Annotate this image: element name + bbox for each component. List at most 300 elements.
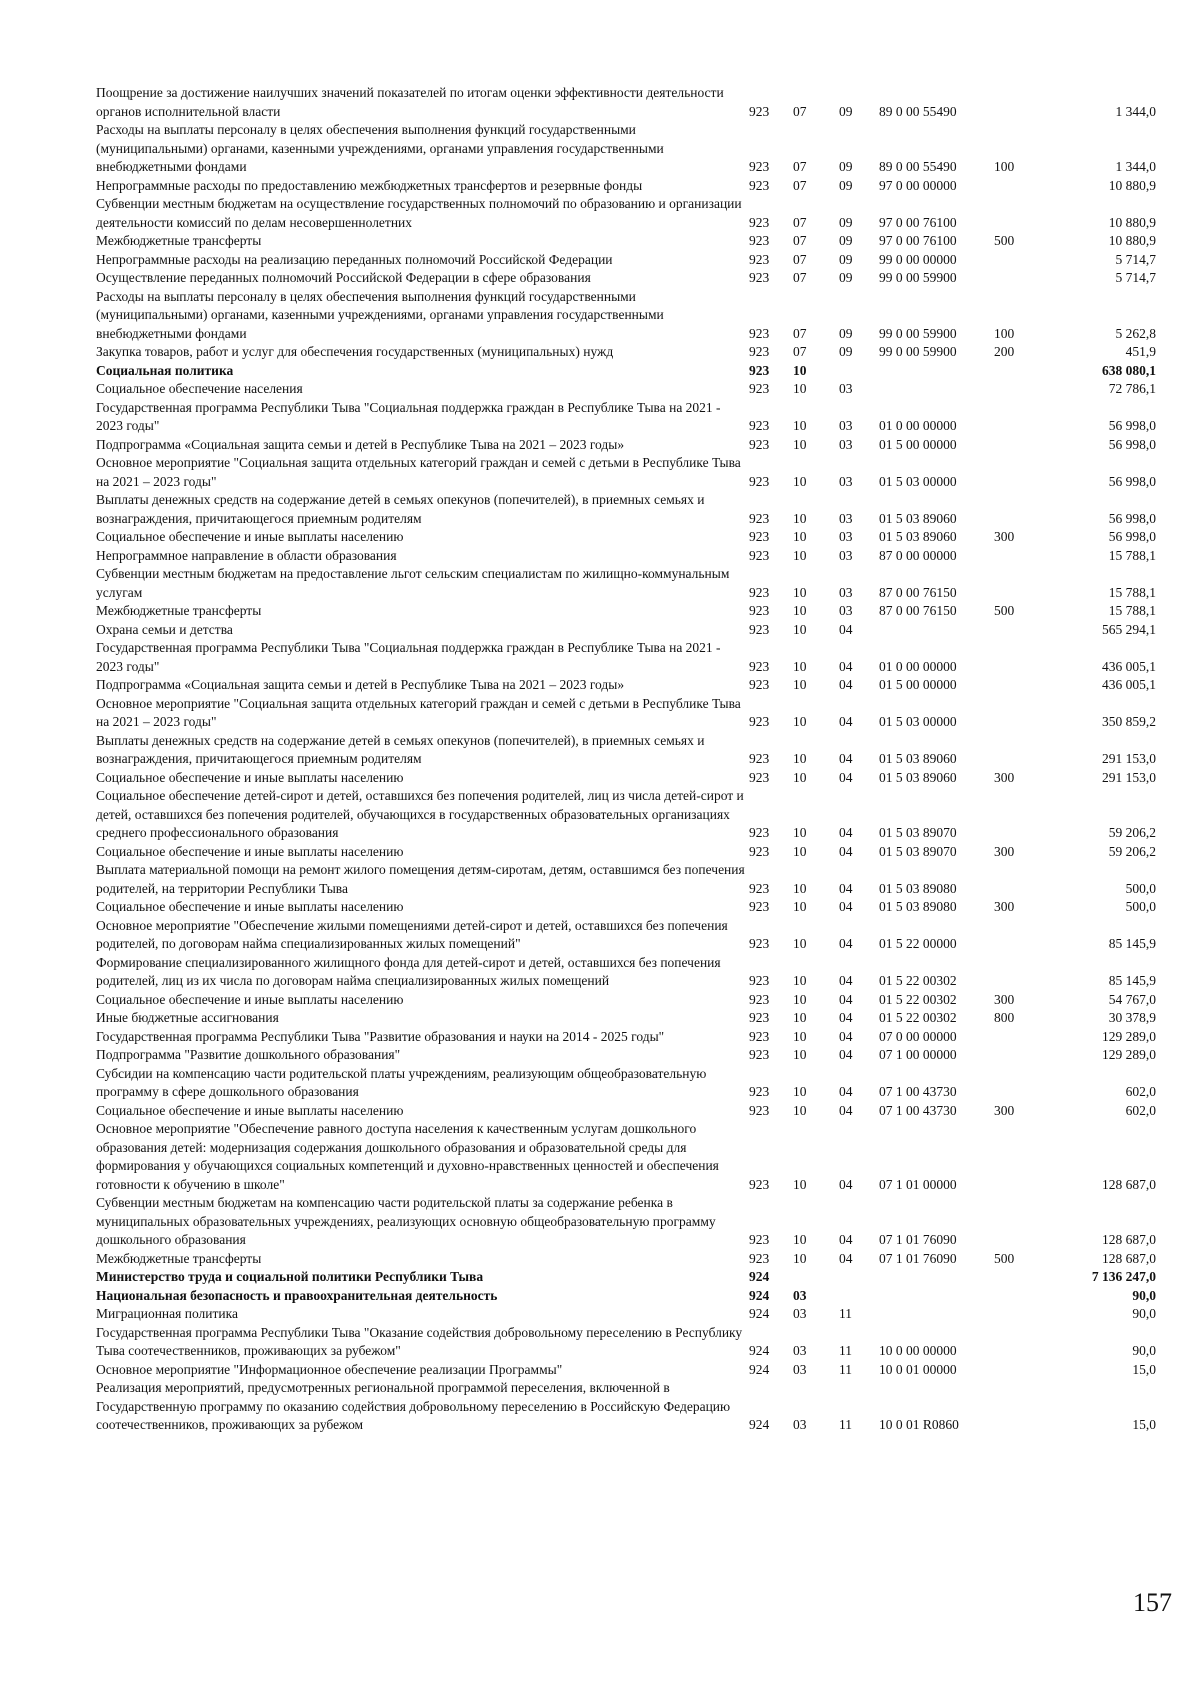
row-name: Непрограммные расходы по предоставлению межбюджетных трансфертов и резервные фонды [96,177,643,193]
row-amount: 451,9 [1125,344,1156,359]
row-gr-code: 923 [749,325,770,341]
row-gr-code: 924 [749,1417,770,1432]
row-target-article [879,1305,994,1324]
table-row [96,1065,1156,1102]
row-amount: 10 880,9 [1108,233,1156,248]
row-amount: 291 153,0 [1102,751,1156,766]
row-subsection: 09 [839,214,853,230]
table-row [96,1250,1156,1269]
row-target-article: 07 1 00 43730 [879,1102,957,1118]
row-target-article [879,1268,994,1287]
table-row [96,232,1156,251]
table-row [96,436,1156,455]
table-row [96,454,1156,491]
row-target-article: 99 0 00 00000 [879,251,957,267]
row-amount: 500,0 [1125,880,1156,896]
row-subsection: 04 [839,936,853,951]
row-subsection: 04 [839,769,853,785]
row-subsection: 04 [839,1102,853,1118]
row-gr-code: 923 [749,843,770,859]
row-gr-code: 923 [749,899,770,914]
table-row [96,639,1156,676]
row-expense-type [994,380,1052,399]
row-target-article [879,1287,994,1306]
row-name: Расходы на выплаты персоналу в целях обеспечения выполнения функций государственными (муниципальными) органами, казенными учреждениями, органами управления государственными внебюджетными фондами [96,122,664,174]
row-subsection: 04 [839,1010,853,1025]
row-subsection: 11 [839,1361,852,1377]
row-target-article: 97 0 00 00000 [879,177,957,193]
row-name: Основное мероприятие "Обеспечение жилыми помещениями детей-сирот и детей, оставшихся без попечения родителей, по договорам найма специализированных жилых помещений" [96,917,728,951]
row-amount: 15 788,1 [1108,547,1156,563]
budget-table-body [96,84,1156,1435]
row-subsection [839,1287,879,1306]
row-section: 07 [793,177,807,193]
row-name: Социальное обеспечение и иные выплаты населению [96,899,404,914]
row-subsection: 04 [839,899,853,914]
row-gr-code: 923 [749,436,770,452]
row-name: Выплаты денежных средств на содержание детей в семьях опекунов (попечителей), в приемных семьях и вознаграждения, причитающегося приемным родителям [96,732,705,766]
row-gr-code: 923 [749,1028,770,1044]
row-gr-code: 924 [749,1306,770,1321]
table-row [96,861,1156,898]
table-row [96,732,1156,769]
row-target-article: 10 0 01 R0860 [879,1417,959,1432]
row-subsection: 09 [839,103,853,119]
row-section: 10 [793,843,807,859]
table-row [96,565,1156,602]
row-subsection: 04 [839,621,853,637]
row-section: 03 [793,1306,807,1321]
row-target-article: 01 5 03 89080 [879,880,957,896]
row-gr-code: 923 [749,973,770,988]
row-amount: 15,0 [1132,1417,1156,1432]
row-gr-code: 923 [749,1232,770,1247]
table-row [96,602,1156,621]
row-section: 10 [793,1028,807,1044]
row-target-article: 01 5 03 89060 [879,751,957,766]
row-subsection: 09 [839,270,853,285]
row-amount: 10 880,9 [1108,214,1156,230]
row-target-article: 87 0 00 76150 [879,603,957,618]
row-amount: 7 136 247,0 [1091,1269,1156,1284]
row-amount: 59 206,2 [1108,825,1156,840]
row-gr-code: 923 [749,362,770,378]
row-expense-type [994,84,1052,121]
row-subsection: 04 [839,1232,853,1247]
row-target-article: 01 5 22 00302 [879,973,957,988]
table-row [96,380,1156,399]
row-name: Субвенции местным бюджетам на предоставление льгот сельским специалистам по жилищно-коммунальным услугам [96,566,730,600]
table-row [96,1305,1156,1324]
row-amount: 5 714,7 [1115,251,1156,267]
row-subsection: 09 [839,159,853,174]
row-section: 03 [793,1343,807,1358]
row-subsection: 03 [839,381,853,396]
row-expense-type: 300 [994,843,1015,859]
row-target-article: 87 0 00 76150 [879,584,957,600]
row-amount: 56 998,0 [1108,473,1156,489]
row-target-article [879,621,994,640]
row-name: Государственная программа Республики Тыва "Оказание содействия добровольному переселению в Республику Тыва соотечественников, проживающих за рубежом" [96,1324,743,1358]
row-subsection: 03 [839,584,853,600]
row-section: 10 [793,603,807,618]
row-gr-code: 923 [749,1176,770,1192]
row-name: Социальное обеспечение и иные выплаты населению [96,529,404,544]
row-name: Субвенции местным бюджетам на осуществление государственных полномочий по образованию и организации деятельности комиссий по делам несовершеннолетних [96,196,742,230]
table-row [96,1194,1156,1250]
row-expense-type [994,1361,1052,1380]
row-section: 10 [793,1084,807,1099]
row-name: Субвенции местным бюджетам на компенсацию части родительской платы за содержание ребенка в муниципальных образовательных учреждениях, реализующих основную общеобразовательную программу дошкольного образования [96,1195,716,1247]
row-name: Расходы на выплаты персоналу в целях обеспечения выполнения функций государственными (муниципальными) органами, казенными учреждениями, органами управления государственными внебюджетными фондами [96,288,664,341]
table-row [96,1102,1156,1121]
row-target-article: 97 0 00 76100 [879,214,957,230]
row-amount: 602,0 [1125,1102,1156,1118]
table-row [96,491,1156,528]
row-name: Межбюджетные трансферты [96,1250,262,1266]
row-section: 07 [793,233,807,248]
row-section: 10 [793,381,807,396]
row-amount: 350 859,2 [1102,714,1156,729]
row-target-article: 01 5 03 89070 [879,843,957,859]
row-target-article: 99 0 00 59900 [879,344,957,359]
table-row [96,1361,1156,1380]
row-section: 10 [793,418,807,433]
row-expense-type [994,269,1052,288]
row-name: Национальная безопасность и правоохранительная деятельность [96,1287,498,1303]
row-section: 07 [793,270,807,285]
row-expense-type [994,1324,1052,1361]
table-row [96,177,1156,196]
row-target-article: 99 0 00 59900 [879,325,957,341]
row-target-article: 01 5 22 00302 [879,1010,957,1025]
row-amount: 10 880,9 [1108,177,1156,193]
row-gr-code: 923 [749,880,770,896]
row-amount: 30 378,9 [1108,1010,1156,1025]
row-target-article: 01 5 22 00000 [879,936,957,951]
row-target-article: 01 5 22 00302 [879,991,957,1007]
row-expense-type: 300 [994,769,1015,785]
row-section: 10 [793,677,807,692]
row-name: Основное мероприятие "Социальная защита отдельных категорий граждан и семей с детьми в Республике Тыва на 2021 – 2023 годы" [96,455,741,489]
row-target-article: 89 0 00 55490 [879,103,957,119]
row-target-article: 01 5 03 89060 [879,510,957,526]
row-subsection: 09 [839,325,853,341]
row-expense-type: 300 [994,1102,1015,1118]
row-amount: 15 788,1 [1108,584,1156,600]
row-amount: 15,0 [1132,1361,1156,1377]
row-expense-type [994,861,1052,898]
row-section: 03 [793,1287,807,1303]
row-section: 10 [793,751,807,766]
row-name: Социальная политика [96,362,234,378]
row-section: 07 [793,103,807,119]
row-expense-type [994,1287,1052,1306]
row-amount: 638 080,1 [1102,362,1156,378]
row-target-article: 99 0 00 59900 [879,270,957,285]
table-row [96,769,1156,788]
row-section: 10 [793,1250,807,1266]
table-row [96,121,1156,177]
row-section: 10 [793,584,807,600]
row-section: 10 [793,880,807,896]
row-expense-type [994,1120,1052,1194]
table-row [96,917,1156,954]
row-amount: 500,0 [1125,899,1156,914]
row-expense-type [994,436,1052,455]
row-name: Осуществление переданных полномочий Российской Федерации в сфере образования [96,270,591,285]
row-gr-code: 923 [749,621,770,637]
row-section: 10 [793,1047,807,1062]
row-subsection: 04 [839,1084,853,1099]
table-row [96,621,1156,640]
row-expense-type [994,732,1052,769]
row-expense-type: 500 [994,603,1015,618]
row-subsection: 09 [839,344,853,359]
row-gr-code: 924 [749,1269,770,1284]
row-name: Основное мероприятие "Обеспечение равного доступа населения к качественным услугам дошкольного образования детей: модернизация содержания дошкольного образования и образовательной среды для формирования у обучающихся социальных компетенций и духовно-нравственных ценностей и обеспечения готовности к обучению в школе" [96,1121,719,1192]
row-gr-code: 923 [749,547,770,563]
row-expense-type [994,1028,1052,1047]
row-amount: 85 145,9 [1108,973,1156,988]
row-subsection: 04 [839,1176,853,1192]
row-gr-code: 923 [749,251,770,267]
row-subsection: 03 [839,510,853,526]
row-name: Социальное обеспечение и иные выплаты населению [96,843,404,859]
row-name: Подпрограмма «Социальная защита семьи и детей в Республике Тыва на 2021 – 2023 годы» [96,436,625,452]
row-name: Государственная программа Республики Тыва "Развитие образования и науки на 2014 - 2025 годы" [96,1028,665,1044]
budget-table [96,84,1156,1435]
row-target-article: 89 0 00 55490 [879,159,957,174]
row-target-article: 87 0 00 00000 [879,547,957,563]
table-row [96,1268,1156,1287]
row-gr-code: 924 [749,1361,770,1377]
row-gr-code: 923 [749,1010,770,1025]
table-row [96,288,1156,344]
row-name: Социальное обеспечение детей-сирот и детей, оставшихся без попечения родителей, лиц из числа детей-сирот и детей, оставшихся без попечения родителей, обучающихся в государственных образовательных организациях среднего профессионального образования [96,788,744,840]
row-gr-code: 923 [749,344,770,359]
row-amount: 56 998,0 [1108,510,1156,526]
row-expense-type [994,676,1052,695]
row-gr-code: 923 [749,103,770,119]
row-gr-code: 923 [749,677,770,692]
row-target-article: 01 5 00 00000 [879,677,957,692]
row-subsection: 04 [839,677,853,692]
row-amount: 5 262,8 [1115,325,1156,341]
row-gr-code: 924 [749,1287,770,1303]
row-gr-code: 923 [749,769,770,785]
row-section: 10 [793,714,807,729]
row-amount: 436 005,1 [1102,658,1156,674]
row-section [793,1268,839,1287]
row-name: Реализация мероприятий, предусмотренных региональной программой переселения, включенной в Государственную программу по оказанию содействия добровольному переселению в Российскую Федерацию соотечественников, проживающих за рубежом [96,1380,731,1432]
row-name: Формирование специализированного жилищного фонда для детей-сирот и детей, оставшихся без попечения родителей, лиц из их числа по договорам найма специализированных жилых помещений [96,954,721,988]
row-expense-type [994,195,1052,232]
row-expense-type [994,1379,1052,1435]
row-gr-code: 923 [749,603,770,618]
table-row [96,251,1156,270]
row-amount: 90,0 [1132,1343,1156,1358]
row-subsection: 04 [839,751,853,766]
row-gr-code: 923 [749,1250,770,1266]
table-row [96,1120,1156,1194]
row-amount: 15 788,1 [1108,603,1156,618]
row-section: 03 [793,1361,807,1377]
table-row [96,1009,1156,1028]
table-row [96,343,1156,362]
row-expense-type: 100 [994,159,1015,174]
row-target-article: 10 0 01 00000 [879,1361,957,1377]
row-name: Государственная программа Республики Тыва "Социальная поддержка граждан в Республике Тыва на 2021 - 2023 годы" [96,399,721,433]
row-gr-code: 923 [749,177,770,193]
row-target-article: 01 5 03 89070 [879,825,957,840]
row-subsection: 04 [839,1028,853,1044]
row-expense-type: 500 [994,233,1015,248]
row-name: Охрана семьи и детства [96,621,233,637]
row-name: Межбюджетные трансферты [96,603,262,618]
table-row [96,269,1156,288]
row-target-article: 01 5 03 89060 [879,529,957,544]
budget-document [96,84,1156,1435]
row-expense-type [994,1194,1052,1250]
row-name: Непрограммное направление в области образования [96,547,397,563]
row-target-article: 01 5 03 00000 [879,473,957,489]
row-gr-code: 923 [749,991,770,1007]
row-amount: 54 767,0 [1108,991,1156,1007]
row-subsection [839,362,879,381]
row-section: 07 [793,214,807,230]
row-expense-type [994,547,1052,566]
row-expense-type: 100 [994,325,1015,341]
table-row [96,547,1156,566]
row-amount: 128 687,0 [1102,1250,1156,1266]
row-gr-code: 923 [749,233,770,248]
row-target-article: 01 0 00 00000 [879,658,957,674]
row-section: 10 [793,1232,807,1247]
row-target-article: 01 5 03 89080 [879,899,957,914]
table-row [96,399,1156,436]
row-subsection: 04 [839,973,853,988]
row-target-article [879,380,994,399]
row-expense-type: 300 [994,529,1015,544]
row-name: Подпрограмма "Развитие дошкольного образования" [96,1047,401,1062]
row-subsection: 04 [839,714,853,729]
row-gr-code: 924 [749,1343,770,1358]
row-expense-type [994,695,1052,732]
row-section: 10 [793,1176,807,1192]
row-amount: 565 294,1 [1102,621,1156,637]
row-target-article: 07 1 00 43730 [879,1084,957,1099]
row-target-article: 01 5 03 00000 [879,714,957,729]
row-name: Межбюджетные трансферты [96,233,262,248]
row-amount: 5 714,7 [1115,270,1156,285]
row-gr-code: 923 [749,529,770,544]
row-amount: 59 206,2 [1108,843,1156,859]
row-expense-type [994,1305,1052,1324]
table-row [96,991,1156,1010]
row-section: 10 [793,1102,807,1118]
row-expense-type [994,639,1052,676]
row-section: 10 [793,473,807,489]
table-row [96,1324,1156,1361]
table-row [96,954,1156,991]
row-amount: 90,0 [1132,1306,1156,1321]
row-name: Иные бюджетные ассигнования [96,1010,279,1025]
row-target-article: 97 0 00 76100 [879,233,957,248]
row-target-article: 01 5 00 00000 [879,436,957,452]
row-gr-code: 923 [749,584,770,600]
row-subsection: 03 [839,603,853,618]
row-section: 10 [793,436,807,452]
row-expense-type [994,917,1052,954]
row-expense-type: 300 [994,899,1015,914]
row-name: Поощрение за достижение наилучших значений показателей по итогам оценки эффективности деятельности органов исполнительной власти [96,85,724,119]
row-section: 10 [793,510,807,526]
row-amount: 85 145,9 [1108,936,1156,951]
row-gr-code: 923 [749,714,770,729]
row-amount: 90,0 [1132,1287,1156,1303]
row-section: 10 [793,529,807,544]
row-section: 03 [793,1417,807,1432]
row-target-article: 07 1 01 76090 [879,1232,957,1247]
row-gr-code: 923 [749,214,770,230]
row-expense-type: 800 [994,1010,1015,1025]
row-section: 10 [793,362,807,378]
row-subsection: 09 [839,233,853,248]
row-name: Социальное обеспечение и иные выплаты населению [96,991,404,1007]
row-section: 10 [793,547,807,563]
row-target-article: 07 1 01 00000 [879,1176,957,1192]
row-section: 07 [793,159,807,174]
row-section: 10 [793,1010,807,1025]
row-gr-code: 923 [749,270,770,285]
row-section: 10 [793,991,807,1007]
table-row [96,195,1156,232]
row-target-article: 07 1 00 00000 [879,1047,957,1062]
row-section: 10 [793,899,807,914]
row-expense-type [994,454,1052,491]
table-row [96,843,1156,862]
row-expense-type [994,787,1052,843]
row-subsection: 03 [839,529,853,544]
row-expense-type [994,1268,1052,1287]
row-subsection: 03 [839,547,853,563]
row-gr-code: 923 [749,159,770,174]
table-row [96,1046,1156,1065]
row-amount: 291 153,0 [1102,769,1156,785]
row-amount: 1 344,0 [1115,103,1156,119]
row-name: Закупка товаров, работ и услуг для обеспечения государственных (муниципальных) нужд [96,344,614,359]
row-name: Выплата материальной помощи на ремонт жилого помещения детям-сиротам, детям, оставшимся без попечения родителей, на территории Республики Тыва [96,862,745,896]
row-subsection: 11 [839,1306,852,1321]
row-target-article: 07 1 01 76090 [879,1250,957,1266]
row-amount: 602,0 [1125,1084,1156,1099]
row-name: Миграционная политика [96,1306,238,1321]
row-subsection: 04 [839,825,853,840]
row-target-article: 01 5 03 89060 [879,769,957,785]
row-amount: 436 005,1 [1102,677,1156,692]
row-subsection: 03 [839,418,853,433]
row-subsection: 09 [839,251,853,267]
row-name: Непрограммные расходы на реализацию переданных полномочий Российской Федерации [96,251,613,267]
table-row [96,528,1156,547]
row-section: 10 [793,621,807,637]
row-amount: 1 344,0 [1115,159,1156,174]
row-subsection: 09 [839,177,853,193]
table-row [96,1287,1156,1306]
row-section: 07 [793,344,807,359]
table-row [96,898,1156,917]
